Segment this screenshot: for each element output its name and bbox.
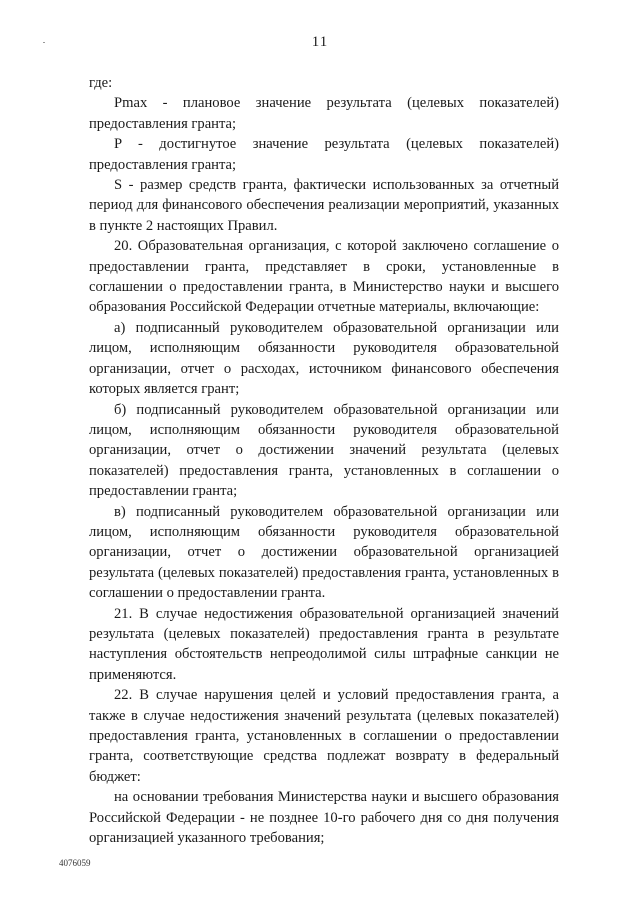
paragraph-clause-20: 20. Образовательная организация, с которой заключено соглашение о предоставлении гранта, представляет в сроки, установленные в соглашении о предоставлении гранта, в Министерство науки и высшего образования Российской Федерации отчетные материалы, включающие: — [89, 238, 559, 316]
paragraph-where: где: — [89, 75, 113, 91]
paragraph-clause-22-item: на основании требования Министерства науки и высшего образования Российской Федерации - не позднее 10-го рабочего дня со дня получения организацией указанного требования; — [89, 789, 559, 847]
paragraph-clause-21: 21. В случае недостижения образовательной организацией значений результата (целевых показателей) предоставления гранта в результате наступления обстоятельств непреодолимой силы штрафные санкции не применяются. — [89, 605, 559, 683]
paragraph-p-definition: P - достигнутое значение результата (целевых показателей) предоставления гранта; — [89, 136, 559, 173]
document-body — [89, 73, 559, 848]
paragraph-clause-20-a: а) подписанный руководителем образовательной организации или лицом, исполняющим обязанности руководителя образовательной организации, отчет о расходах, источником финансового обеспечения которых является грант; — [89, 319, 559, 398]
paragraph-clause-20-b: б) подписанный руководителем образовательной организации или лицом, исполняющим обязанности руководителя образовательной организации, отчет о достижении значений результата (целевых показателей) предоставления гранта, установленных в соглашении о предоставлении гранта; — [89, 401, 559, 500]
paragraph-s-definition: S - размер средств гранта, фактически использованных за отчетный период для финансового обеспечения реализации мероприятий, указанных в пункте 2 настоящих Правил. — [89, 177, 559, 234]
document-code: 4076059 — [59, 858, 91, 868]
page-number: 11 — [311, 34, 329, 50]
paragraph-clause-22: 22. В случае нарушения целей и условий предоставления гранта, а также в случае недостижения значений результата (целевых показателей) предоставления гранта, установленных в соглашении о предоставлении гранта, соответствующие средства подлежат возврату в федеральный бюджет: — [89, 687, 559, 785]
paragraph-clause-20-c: в) подписанный руководителем образовательной организации или лицом, исполняющим обязанности руководителя образовательной организации, отчет о достижении образовательной организацией результата (целевых показателей) предоставления гранта, установленных в соглашении о предоставлении гранта. — [89, 503, 559, 602]
paragraph-pmax-definition: Pmax - плановое значение результата (целевых показателей) предоставления гранта; — [89, 95, 559, 132]
